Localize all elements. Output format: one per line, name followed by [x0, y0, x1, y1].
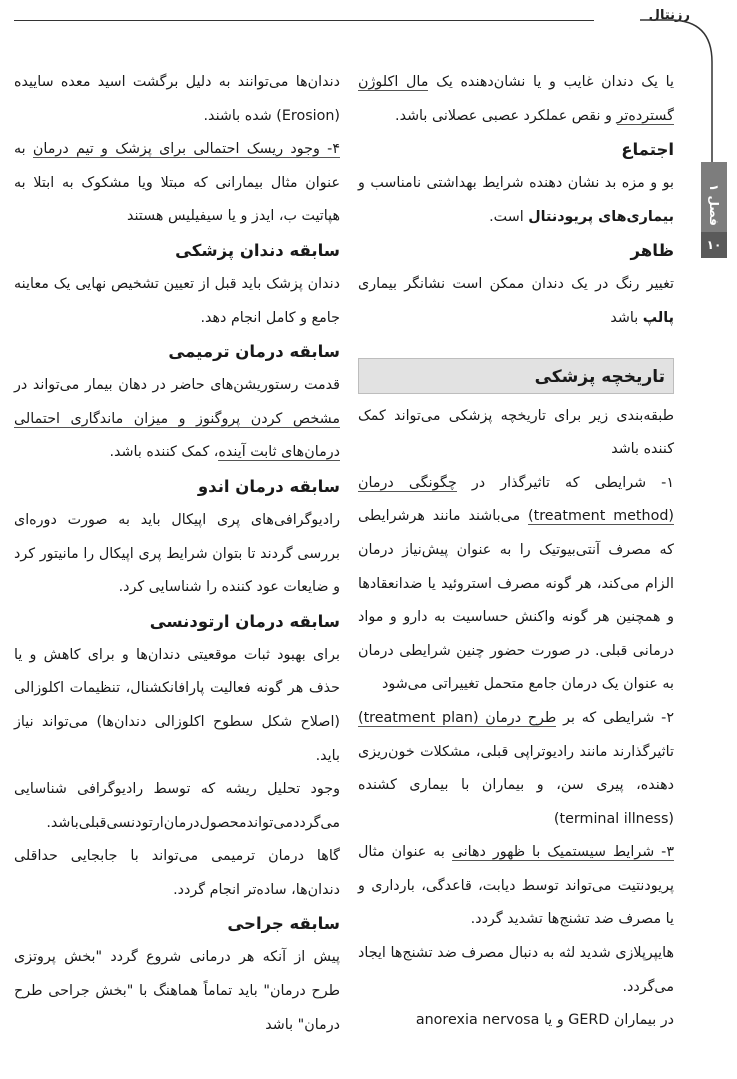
paragraph	[358, 66, 674, 133]
bold-text: بیماری‌های پریودنتال	[528, 208, 674, 225]
paragraph	[358, 467, 674, 702]
text: می‌باشند مانند هرشرایطی که مصرف آنتی‌بیوتیک را به عنوان پیش‌نیاز درمان الزام می‌کند، هر گونه مصرف استروئید یا ضدانعقادها و همچنین هر گونه واکنش حساسیت به دارو و مواد درمانی قبلی. در صورت حضور چنین شرایطی درمان به عنوان یک درمان جامع متحمل تغییراتی می‌شود	[358, 508, 674, 693]
underlined-text: چگونگی درمان (treatment method)	[358, 474, 674, 525]
underlined-text: طرح درمان (treatment plan)	[358, 709, 557, 726]
text: است.	[489, 208, 529, 225]
bold-text: پالپ	[642, 309, 674, 326]
heading-ortho-history: سابقه درمان ارتودنسی	[149, 611, 340, 631]
text: و نقص عملکرد عصبی عصلانی باشد.	[395, 107, 617, 124]
running-title: رزنتال	[648, 8, 690, 23]
left-column	[14, 66, 340, 1042]
paragraph: طبقه‌بندی زیر برای تاریخچه پزشکی می‌تواند کمک کننده باشد	[358, 407, 674, 458]
text: تغییر رنگ در یک دندان ممکن است نشانگر بیماری	[358, 276, 674, 293]
underlined-text: مال اکلوژن گسترده‌تر	[358, 74, 674, 124]
text: به عنوان مثال پریودنتیت می‌تواند توسط دیابت، قاعدگی، بارداری و یا مصرف ضد تشنج‌ها تشدید گردد.	[358, 844, 674, 928]
paragraph	[358, 268, 674, 335]
paragraph: دندان پزشک باید قبل از تعیین تشخیص نهایی یک معاینه جامع و کامل انجام دهد.	[14, 275, 340, 326]
text: ، کمک کننده باشد.	[109, 444, 219, 461]
paragraph	[14, 369, 340, 470]
paragraph	[14, 133, 340, 234]
heading-ejtema: اجتماع	[621, 140, 674, 160]
header-rule	[14, 20, 594, 21]
paragraph: وجود تحلیل ریشه که توسط رادیوگرافی شناسایی می‌گرددمی‌تواندمحصول‌درمان‌ارتودنسی‌قبلی‌باشد.	[14, 781, 340, 831]
text: قدمت رستوریشن‌های حاضر در دهان بیمار می‌تواند در	[14, 377, 340, 394]
paragraph: هایپرپلازی شدید لثه به دنبال مصرف ضد تشنج‌ها ایجاد می‌گردد.	[358, 945, 674, 995]
paragraph	[358, 702, 674, 836]
paragraph	[358, 167, 674, 234]
page-number: ۱۰	[701, 232, 727, 258]
chapter-tab: فصل ۱	[701, 162, 727, 248]
paragraph: رادیوگرافی‌های پری اپیکال باید به صورت دوره‌ای بررسی گردند تا بتوان شرایط پری اپیکال را مانیتور کرد و ضایعات عود کننده را شناسایی کرد.	[14, 511, 340, 596]
underlined-text: ۳- شرایط سیستمیک با ظهور دهانی	[451, 844, 674, 861]
section-title-medical-history: تاریخچه پزشکی	[358, 358, 674, 394]
heading-endo-history: سابقه درمان اندو	[197, 476, 340, 496]
underlined-text: مشخص کردن پروگنوز و میزان ماندگاری احتمالی درمان‌های ثابت آینده	[14, 410, 340, 461]
text: یا یک دندان غایب و یا نشان‌دهنده یک	[428, 74, 674, 90]
text: به عنوان مثال بیمارانی که مبتلا ویا مشکوک به ابتلا به هپاتیت ب، ایدز و یا سیفیلیس هستند	[14, 141, 340, 225]
heading-restorative-history: سابقه درمان ترمیمی	[168, 342, 340, 362]
text: ۲- شرایطی که بر	[556, 709, 675, 726]
heading-zaher: ظاهر	[630, 241, 674, 261]
paragraph: در بیماران GERD و یا anorexia nervosa	[415, 1012, 674, 1029]
text: تاثیرگذارند مانند رادیوتراپی قبلی، مشکلات خون‌ریزی دهنده، پیری سن، و بیماران با بیماری کشنده (terminal illness)	[358, 743, 674, 827]
right-column	[358, 66, 674, 1038]
paragraph: پیش از آنکه هر درمانی شروع گردد "بخش پروتزی طرح درمان" باید تماماً هماهنگ با "بخش جراحی طرح درمان" باشد	[14, 949, 340, 1033]
text: بو و مزه بد نشان دهنده شرایط بهداشتی نامناسب و	[358, 175, 674, 192]
text: باشد	[610, 309, 643, 326]
heading-surgery-history: سابقه جراحی	[227, 914, 340, 934]
paragraph: گاها درمان ترمیمی می‌تواند با جابجایی حداقلی دندان‌ها، ساده‌تر انجام گردد.	[14, 848, 340, 898]
paragraph	[358, 836, 674, 937]
paragraph: دندان‌ها می‌توانند به دلیل برگشت اسید معده ساییده (Erosion) شده باشند.	[14, 74, 340, 124]
text: ۱- شرایطی که تاثیرگذار در	[456, 474, 674, 491]
underlined-text: ۴- وجود ریسک احتمالی برای پزشک و تیم درمان	[32, 141, 340, 158]
heading-dental-history: سابقه دندان پزشکی	[175, 240, 340, 260]
paragraph: برای بهبود ثبات موقعیتی دندان‌ها و برای کاهش و یا حذف هر گونه فعالیت پارافانکشنال، تنظیمات اکلوزالی (اصلاح شکل سطوح اکلوزالی دندان‌ها) می‌تواند نیاز باید.	[14, 646, 340, 764]
